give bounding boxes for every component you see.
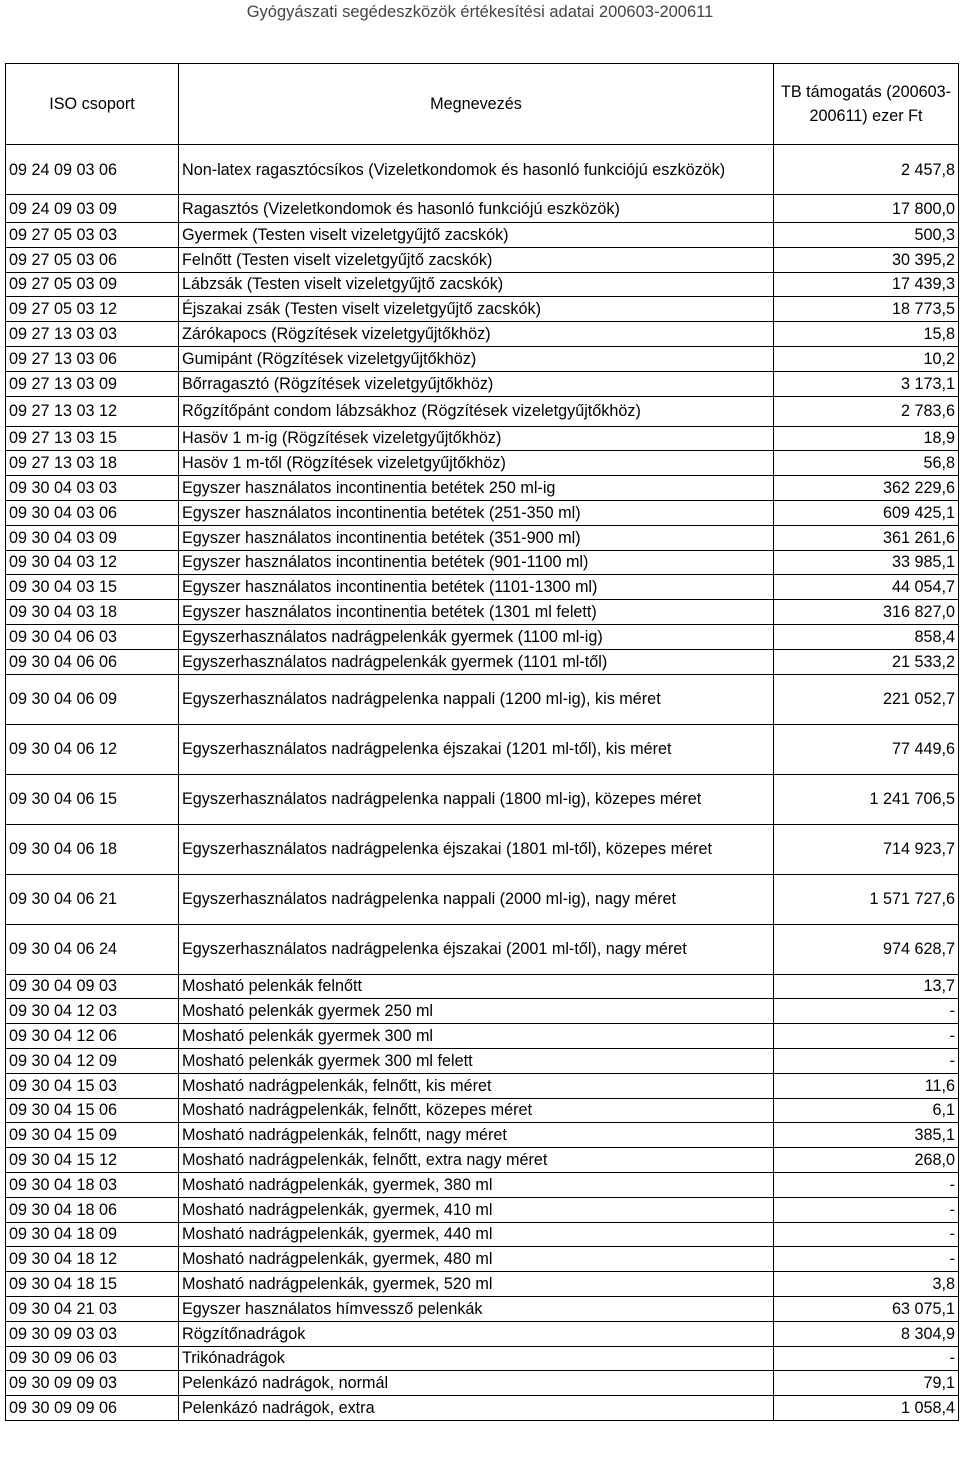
table-row: [6, 1024, 959, 1049]
row-value: 1 571 727,6: [774, 874, 959, 924]
row-value: -: [774, 1024, 959, 1049]
row-value: 1 058,4: [774, 1396, 959, 1421]
row-code: 09 30 04 12 03: [6, 999, 179, 1024]
row-code: 09 30 04 03 06: [6, 500, 179, 525]
table-row: [6, 974, 959, 999]
row-value: 858,4: [774, 624, 959, 649]
row-name: Egyszer használatos incontinentia betétek (351-900 ml): [179, 525, 774, 550]
table-row: [6, 346, 959, 371]
row-value: 361 261,6: [774, 525, 959, 550]
row-value: 44 054,7: [774, 575, 959, 600]
row-value: -: [774, 1247, 959, 1272]
page-title: Gyógyászati segédeszközök értékesítési adatai 200603-200611: [246, 3, 714, 21]
row-name: Mosható nadrágpelenkák, gyermek, 440 ml: [179, 1222, 774, 1247]
row-value: 18 773,5: [774, 297, 959, 322]
row-value: 609 425,1: [774, 500, 959, 525]
row-code: 09 30 04 06 03: [6, 624, 179, 649]
row-code: 09 30 04 03 15: [6, 575, 179, 600]
row-name: Bőrragasztó (Rögzítések vizeletgyűjtőkhöz): [179, 371, 774, 396]
table-row: [6, 426, 959, 451]
row-name: Egyszer használatos incontinentia betétek (1101-1300 ml): [179, 575, 774, 600]
row-value: 221 052,7: [774, 674, 959, 724]
row-code: 09 30 04 12 06: [6, 1024, 179, 1049]
row-value: 500,3: [774, 223, 959, 248]
table-row: [6, 1222, 959, 1247]
row-code: 09 30 04 18 03: [6, 1172, 179, 1197]
row-code: 09 30 09 09 06: [6, 1396, 179, 1421]
row-name: Egyszerhasználatos nadrágpelenka nappali (1200 ml-ig), kis méret: [179, 674, 774, 724]
row-value: 2 457,8: [774, 145, 959, 195]
row-name: Pelenkázó nadrágok, extra: [179, 1396, 774, 1421]
row-name: Egyszerhasználatos nadrágpelenka nappali (2000 ml-ig), nagy méret: [179, 874, 774, 924]
row-code: 09 30 04 18 09: [6, 1222, 179, 1247]
row-name: Mosható nadrágpelenkák, felnőtt, nagy méret: [179, 1123, 774, 1148]
row-value: 6,1: [774, 1098, 959, 1123]
header-row: [6, 64, 959, 145]
row-value: 15,8: [774, 322, 959, 347]
row-value: 3,8: [774, 1272, 959, 1297]
row-name: Egyszerhasználatos nadrágpelenka éjszakai (1801 ml-től), közepes méret: [179, 824, 774, 874]
row-code: 09 30 04 03 09: [6, 525, 179, 550]
row-value: 385,1: [774, 1123, 959, 1148]
row-value: 316 827,0: [774, 600, 959, 625]
row-code: 09 30 04 06 24: [6, 924, 179, 974]
row-name: Pelenkázó nadrágok, normál: [179, 1371, 774, 1396]
row-name: Mosható pelenkák gyermek 300 ml: [179, 1024, 774, 1049]
table-row: [6, 1247, 959, 1272]
row-value: 13,7: [774, 974, 959, 999]
row-code: 09 24 09 03 06: [6, 145, 179, 195]
row-value: -: [774, 1346, 959, 1371]
table-row: [6, 500, 959, 525]
row-code: 09 30 09 03 03: [6, 1321, 179, 1346]
table-row: [6, 1321, 959, 1346]
table-row: [6, 624, 959, 649]
row-name: Mosható pelenkák felnőtt: [179, 974, 774, 999]
row-name: Mosható nadrágpelenkák, gyermek, 410 ml: [179, 1197, 774, 1222]
row-value: 362 229,6: [774, 476, 959, 501]
table-row: [6, 1123, 959, 1148]
table-row: [6, 451, 959, 476]
table-row: [6, 272, 959, 297]
row-value: 63 075,1: [774, 1296, 959, 1321]
table-row: [6, 550, 959, 575]
table-row: [6, 145, 959, 195]
row-name: Felnőtt (Testen viselt vizeletgyűjtő zacskók): [179, 247, 774, 272]
row-code: 09 30 04 21 03: [6, 1296, 179, 1321]
row-name: Mosható nadrágpelenkák, felnőtt, extra nagy méret: [179, 1148, 774, 1173]
table-row: [6, 724, 959, 774]
table-row: [6, 774, 959, 824]
table-row: [6, 575, 959, 600]
row-value: 8 304,9: [774, 1321, 959, 1346]
row-code: 09 30 04 06 12: [6, 724, 179, 774]
row-value: 268,0: [774, 1148, 959, 1173]
table-row: [6, 476, 959, 501]
row-value: 3 173,1: [774, 371, 959, 396]
row-code: 09 30 04 03 12: [6, 550, 179, 575]
row-code: 09 30 04 15 06: [6, 1098, 179, 1123]
row-name: Egyszerhasználatos nadrágpelenka éjszakai (1201 ml-től), kis méret: [179, 724, 774, 774]
row-code: 09 27 05 03 03: [6, 223, 179, 248]
table-row: [6, 1172, 959, 1197]
row-value: 974 628,7: [774, 924, 959, 974]
row-value: 33 985,1: [774, 550, 959, 575]
table-row: [6, 525, 959, 550]
table-row: [6, 999, 959, 1024]
table-row: [6, 924, 959, 974]
row-value: 21 533,2: [774, 649, 959, 674]
row-code: 09 30 04 03 18: [6, 600, 179, 625]
table-row: [6, 1073, 959, 1098]
row-name: Gumipánt (Rögzítések vizeletgyűjtőkhöz): [179, 346, 774, 371]
table-row: [6, 1296, 959, 1321]
row-value: 18,9: [774, 426, 959, 451]
row-name: Ragasztós (Vizeletkondomok és hasonló funkciójú eszközök): [179, 195, 774, 223]
row-code: 09 30 04 03 03: [6, 476, 179, 501]
row-value: 17 439,3: [774, 272, 959, 297]
row-code: 09 24 09 03 09: [6, 195, 179, 223]
row-value: 11,6: [774, 1073, 959, 1098]
table-row: [6, 1098, 959, 1123]
row-value: 17 800,0: [774, 195, 959, 223]
row-code: 09 27 13 03 12: [6, 396, 179, 426]
row-code: 09 30 09 06 03: [6, 1346, 179, 1371]
row-code: 09 27 13 03 09: [6, 371, 179, 396]
row-name: Egyszer használatos incontinentia betétek (1301 ml felett): [179, 600, 774, 625]
table-row: [6, 1272, 959, 1297]
row-name: Mosható nadrágpelenkák, gyermek, 380 ml: [179, 1172, 774, 1197]
row-name: Egyszerhasználatos nadrágpelenkák gyermek (1101 ml-től): [179, 649, 774, 674]
row-name: Éjszakai zsák (Testen viselt vizeletgyűjtő zacskók): [179, 297, 774, 322]
row-value: -: [774, 1222, 959, 1247]
row-name: Zárókapocs (Rögzítések vizeletgyűjtőkhöz): [179, 322, 774, 347]
row-code: 09 30 04 06 18: [6, 824, 179, 874]
row-value: -: [774, 1172, 959, 1197]
row-name: Egyszerhasználatos nadrágpelenkák gyermek (1100 ml-ig): [179, 624, 774, 649]
row-name: Rögzítőnadrágok: [179, 1321, 774, 1346]
header-iso: ISO csoport: [6, 64, 179, 145]
row-code: 09 30 04 06 09: [6, 674, 179, 724]
table-row: [6, 674, 959, 724]
row-value: -: [774, 1048, 959, 1073]
table-row: [6, 649, 959, 674]
row-value: -: [774, 999, 959, 1024]
row-name: Egyszerhasználatos nadrágpelenka éjszakai (2001 ml-től), nagy méret: [179, 924, 774, 974]
row-name: Egyszer használatos hímvessző pelenkák: [179, 1296, 774, 1321]
table-row: [6, 396, 959, 426]
row-value: 714 923,7: [774, 824, 959, 874]
row-name: Rőgzítőpánt condom lábzsákhoz (Rögzítések vizeletgyűjtőkhöz): [179, 396, 774, 426]
row-value: 2 783,6: [774, 396, 959, 426]
table-row: [6, 1371, 959, 1396]
sales-table: [5, 63, 959, 1421]
row-value: 79,1: [774, 1371, 959, 1396]
table-row: [6, 1148, 959, 1173]
row-code: 09 30 09 09 03: [6, 1371, 179, 1396]
header-name: Megnevezés: [179, 64, 774, 145]
row-code: 09 30 04 18 15: [6, 1272, 179, 1297]
row-name: Mosható nadrágpelenkák, felnőtt, közepes méret: [179, 1098, 774, 1123]
row-name: Mosható pelenkák gyermek 300 ml felett: [179, 1048, 774, 1073]
row-code: 09 30 04 18 12: [6, 1247, 179, 1272]
table-row: [6, 247, 959, 272]
row-code: 09 27 13 03 18: [6, 451, 179, 476]
row-name: Mosható nadrágpelenkák, felnőtt, kis méret: [179, 1073, 774, 1098]
row-name: Egyszer használatos incontinentia betétek (901-1100 ml): [179, 550, 774, 575]
row-name: Egyszer használatos incontinentia betétek 250 ml-ig: [179, 476, 774, 501]
row-name: Mosható nadrágpelenkák, gyermek, 520 ml: [179, 1272, 774, 1297]
row-name: Egyszerhasználatos nadrágpelenka nappali (1800 ml-ig), közepes méret: [179, 774, 774, 824]
table-row: [6, 1396, 959, 1421]
table-row: [6, 297, 959, 322]
row-name: Mosható pelenkák gyermek 250 ml: [179, 999, 774, 1024]
row-name: Trikónadrágok: [179, 1346, 774, 1371]
table-row: [6, 824, 959, 874]
row-code: 09 27 13 03 15: [6, 426, 179, 451]
row-name: Mosható nadrágpelenkák, gyermek, 480 ml: [179, 1247, 774, 1272]
row-value: 56,8: [774, 451, 959, 476]
table-row: [6, 1197, 959, 1222]
table-row: [6, 1048, 959, 1073]
row-name: Non-latex ragasztócsíkos (Vizeletkondomok és hasonló funkciójú eszközök): [179, 145, 774, 195]
row-value: 30 395,2: [774, 247, 959, 272]
row-name: Egyszer használatos incontinentia betétek (251-350 ml): [179, 500, 774, 525]
row-value: -: [774, 1197, 959, 1222]
table-row: [6, 223, 959, 248]
row-value: 10,2: [774, 346, 959, 371]
row-code: 09 30 04 09 03: [6, 974, 179, 999]
row-code: 09 27 05 03 09: [6, 272, 179, 297]
table-row: [6, 371, 959, 396]
table-body: [6, 145, 959, 1421]
row-code: 09 30 04 18 06: [6, 1197, 179, 1222]
row-code: 09 30 04 06 15: [6, 774, 179, 824]
header-tb: TB támogatás (200603-200611) ezer Ft: [774, 64, 959, 145]
row-name: Hasöv 1 m-ig (Rögzítések vizeletgyűjtőkhöz): [179, 426, 774, 451]
table-row: [6, 600, 959, 625]
row-value: 77 449,6: [774, 724, 959, 774]
row-name: Lábzsák (Testen viselt vizeletgyűjtő zacskók): [179, 272, 774, 297]
row-code: 09 30 04 15 12: [6, 1148, 179, 1173]
table-row: [6, 322, 959, 347]
row-code: 09 27 05 03 06: [6, 247, 179, 272]
row-code: 09 30 04 15 09: [6, 1123, 179, 1148]
row-code: 09 30 04 06 06: [6, 649, 179, 674]
row-code: 09 30 04 12 09: [6, 1048, 179, 1073]
row-value: 1 241 706,5: [774, 774, 959, 824]
row-name: Gyermek (Testen viselt vizeletgyűjtő zacskók): [179, 223, 774, 248]
table-row: [6, 874, 959, 924]
table-row: [6, 1346, 959, 1371]
row-name: Hasöv 1 m-től (Rögzítések vizeletgyűjtőkhöz): [179, 451, 774, 476]
table-row: [6, 195, 959, 223]
row-code: 09 30 04 06 21: [6, 874, 179, 924]
row-code: 09 27 13 03 03: [6, 322, 179, 347]
row-code: 09 30 04 15 03: [6, 1073, 179, 1098]
row-code: 09 27 05 03 12: [6, 297, 179, 322]
row-code: 09 27 13 03 06: [6, 346, 179, 371]
